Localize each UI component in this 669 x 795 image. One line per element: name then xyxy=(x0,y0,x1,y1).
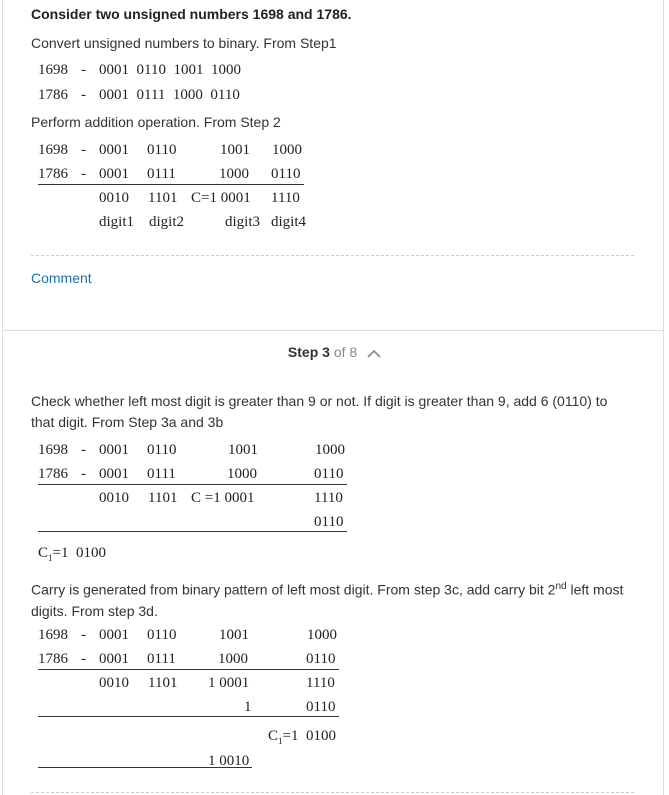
comment-link[interactable]: Comment xyxy=(31,270,92,286)
s3b-sum-c: 1 0001 xyxy=(208,675,250,691)
s3b-add-line xyxy=(38,716,339,717)
carry-text-a: Carry is generated from binary pattern of left most digit. From step 3c, add carry bit 2 xyxy=(31,581,556,598)
sum-line xyxy=(38,184,304,185)
s3-sum-a: 0010 xyxy=(99,490,129,506)
add-dec-1: 1698 xyxy=(38,142,68,158)
s3-c-1: 1001 xyxy=(228,442,258,458)
carry-sub: 1 xyxy=(48,553,53,563)
carry-text-b: left most digits. From step 3d. xyxy=(31,581,624,619)
conv-bin-1: 0001 0110 1001 1000 xyxy=(99,62,241,78)
digit-label-3: digit3 xyxy=(225,214,261,230)
digit-label-4: digit4 xyxy=(271,214,307,230)
step-label: Step 3 xyxy=(287,344,330,360)
check-instruction: Check whether left most digit is greater than 9 or not. If digit is greater than 9, add 6 (0110) to that digit. From Step 3a and 3b xyxy=(31,393,608,430)
s3-dec-1: 1698 xyxy=(38,442,68,458)
add-c-1: 1001 xyxy=(220,142,250,158)
s3b-dec-2: 1786 xyxy=(38,651,68,667)
add-c-2: 1000 xyxy=(219,166,249,182)
s3-c-2: 1000 xyxy=(227,466,257,482)
conv-dec-1: 1698 xyxy=(38,62,68,78)
add-instruction: Perform addition operation. From Step 2 xyxy=(31,114,281,130)
add-b-1: 0110 xyxy=(147,142,177,158)
step-of: of 8 xyxy=(333,344,358,360)
s3b-sum-b: 1101 xyxy=(148,675,178,691)
carry2-value: =1 0100 xyxy=(282,728,336,744)
conv-bin-2: 0001 0111 1000 0110 xyxy=(99,87,240,103)
s3b-sum-d: 1110 xyxy=(306,675,335,691)
sum-b: 1101 xyxy=(148,190,178,206)
s3b-a-2: 0001 xyxy=(99,651,129,667)
s3-sum-d: 1110 xyxy=(314,490,343,506)
chevron-up-icon[interactable] xyxy=(367,345,381,361)
s3b-b-2: 0111 xyxy=(147,651,176,667)
carry2-c: C xyxy=(268,728,279,744)
convert-instruction: Convert unsigned numbers to binary. From Step1 xyxy=(31,35,337,51)
s3b-c-1: 1001 xyxy=(219,627,249,643)
carry-value: =1 0100 xyxy=(52,545,106,561)
add-d-1: 1000 xyxy=(272,142,302,158)
s3b-d-2: 0110 xyxy=(306,651,336,667)
s3-a-1: 0001 xyxy=(99,442,129,458)
add-a-1: 0001 xyxy=(99,142,129,158)
carry-result-1 xyxy=(38,545,106,563)
step-indicator[interactable] xyxy=(0,344,669,361)
conv-dash-2: - xyxy=(81,87,86,103)
s3b-add6: 0110 xyxy=(306,699,336,715)
s3-a-2: 0001 xyxy=(99,466,129,482)
carry-c: C xyxy=(38,545,49,561)
s3-sum-line xyxy=(38,484,347,485)
carry-text-sup: nd xyxy=(555,581,567,592)
add-d-2: 0110 xyxy=(271,166,301,182)
s3b-dash-1: - xyxy=(81,627,86,643)
carry2-sub: 1 xyxy=(278,736,283,746)
add-dash-1: - xyxy=(81,142,86,158)
s3b-sum-line xyxy=(38,669,339,670)
sum-c: C=1 0001 xyxy=(191,190,251,206)
s3-b-2: 0111 xyxy=(147,466,176,482)
carry-instruction xyxy=(31,576,631,622)
s3-b-1: 0110 xyxy=(147,442,177,458)
s3b-c-2: 1000 xyxy=(218,651,248,667)
s3-dash-2: - xyxy=(81,466,86,482)
s3-d-1: 1000 xyxy=(315,442,345,458)
s3b-sum-a: 0010 xyxy=(99,675,129,691)
s3-d-2: 0110 xyxy=(314,466,344,482)
s3b-dec-1: 1698 xyxy=(38,627,68,643)
s3-dash-1: - xyxy=(81,442,86,458)
add-dash-2: - xyxy=(81,166,86,182)
s3b-b-1: 0110 xyxy=(147,627,177,643)
bottom-divider xyxy=(31,792,634,793)
s3b-a-1: 0001 xyxy=(99,627,129,643)
s3-sum-b: 1101 xyxy=(148,490,178,506)
sum-d: 1110 xyxy=(271,190,300,206)
sum-a: 0010 xyxy=(99,190,129,206)
digit-label-2: digit2 xyxy=(149,214,185,230)
s3b-d-1: 1000 xyxy=(307,627,337,643)
s3-add6: 0110 xyxy=(314,514,344,530)
digit-label-1: digit1 xyxy=(99,214,135,230)
problem-heading: Consider two unsigned numbers 1698 and 1786. xyxy=(31,6,352,22)
s3-sum-c: C =1 0001 xyxy=(191,490,255,506)
s3-dec-2: 1786 xyxy=(38,466,68,482)
carry-result-2 xyxy=(268,728,336,746)
divider xyxy=(31,255,634,256)
conv-dec-2: 1786 xyxy=(38,87,68,103)
conv-dash-1: - xyxy=(81,62,86,78)
s3b-dash-2: - xyxy=(81,651,86,667)
s3b-one: 1 xyxy=(244,699,252,715)
add-a-2: 0001 xyxy=(99,166,129,182)
final-result: 1 0010 xyxy=(208,753,250,769)
s3-add6-line xyxy=(38,531,347,532)
add-b-2: 0111 xyxy=(147,166,176,182)
add-dec-2: 1786 xyxy=(38,166,68,182)
